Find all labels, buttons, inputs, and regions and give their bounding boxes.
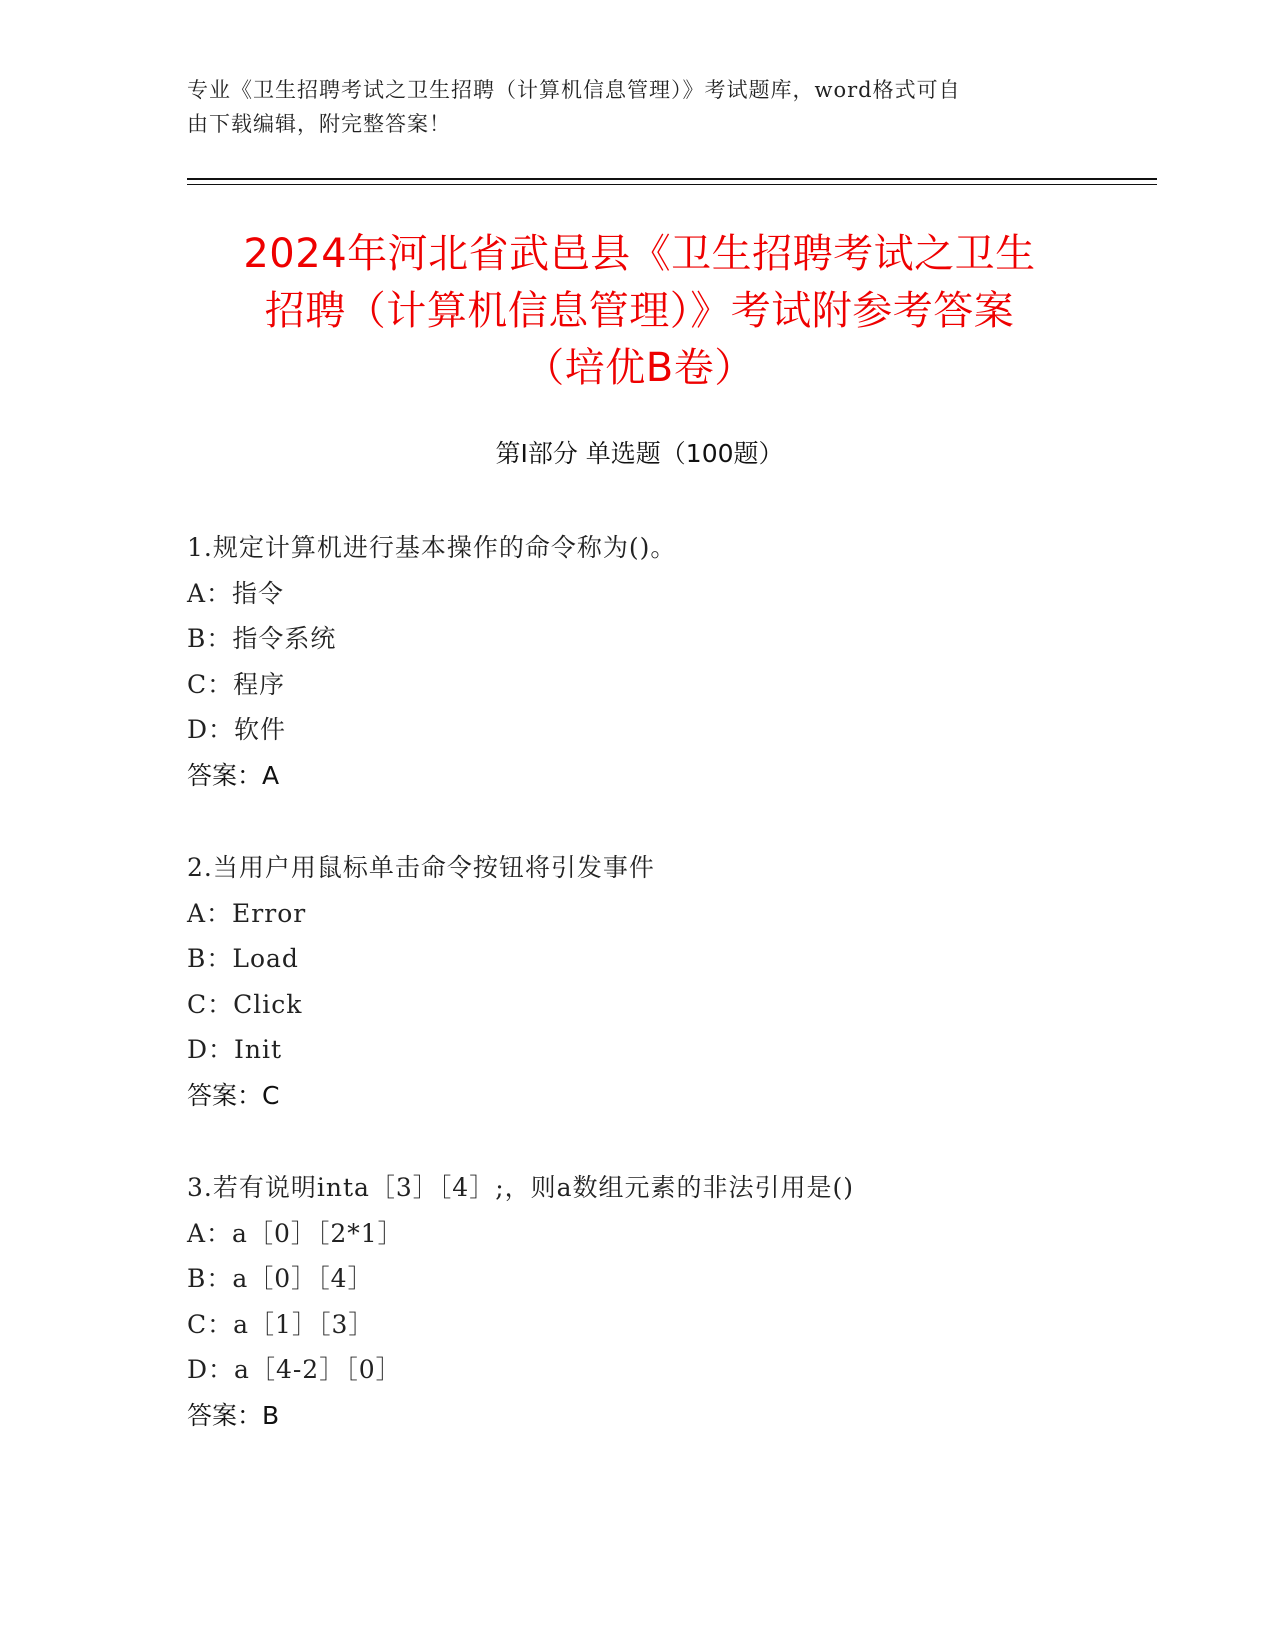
question-3-option-c: C：a［1］［3］ [187, 1309, 375, 1339]
question-1-answer: 答案：A [187, 760, 280, 790]
question-3-answer: 答案：B [187, 1400, 280, 1430]
header-divider-thick [187, 178, 1157, 180]
document-title-line-3: （培优B卷） [524, 345, 755, 391]
question-1-stem: 1.规定计算机进行基本操作的命令称为()。 [187, 533, 677, 562]
question-3 [187, 1165, 1177, 1438]
question-3-stem: 3.若有说明inta［3］［4］;，则a数组元素的非法引用是() [187, 1173, 855, 1202]
question-3-option-a: A：a［0］［2*1］ [187, 1218, 404, 1248]
question-2-answer: 答案：C [187, 1080, 280, 1110]
question-2-option-d: D：Init [187, 1035, 283, 1064]
question-2 [187, 845, 1177, 1118]
question-1-option-a: A：指令 [187, 578, 285, 608]
header-note-line-2: 由下载编辑，附完整答案！ [187, 112, 451, 136]
header-note-line-1: 专业《卫生招聘考试之卫生招聘（计算机信息管理）》考试题库，word格式可自 [187, 78, 961, 102]
document-title-line-2: 招聘（计算机信息管理）》考试附参考答案 [264, 288, 1015, 334]
document-title [187, 226, 1092, 397]
document-title-line-1: 2024年河北省武邑县《卫生招聘考试之卫生 [243, 231, 1036, 277]
question-2-option-c: C：Click [187, 989, 303, 1019]
question-2-option-b: B：Load [187, 944, 299, 973]
header-divider-thin [187, 184, 1157, 185]
question-1-option-c: C：程序 [187, 669, 286, 699]
question-1-option-b: B：指令系统 [187, 624, 337, 653]
question-1 [187, 525, 1177, 798]
section-title: 第Ⅰ部分 单选题（100题） [495, 439, 784, 468]
question-2-stem: 2.当用户用鼠标单击命令按钮将引发事件 [187, 853, 655, 882]
question-2-option-a: A：Error [187, 898, 307, 928]
question-1-option-d: D：软件 [187, 715, 287, 744]
question-3-option-d: D：a［4-2］［0］ [187, 1355, 402, 1384]
question-3-option-b: B：a［0］［4］ [187, 1264, 374, 1293]
header-note [187, 73, 1067, 141]
